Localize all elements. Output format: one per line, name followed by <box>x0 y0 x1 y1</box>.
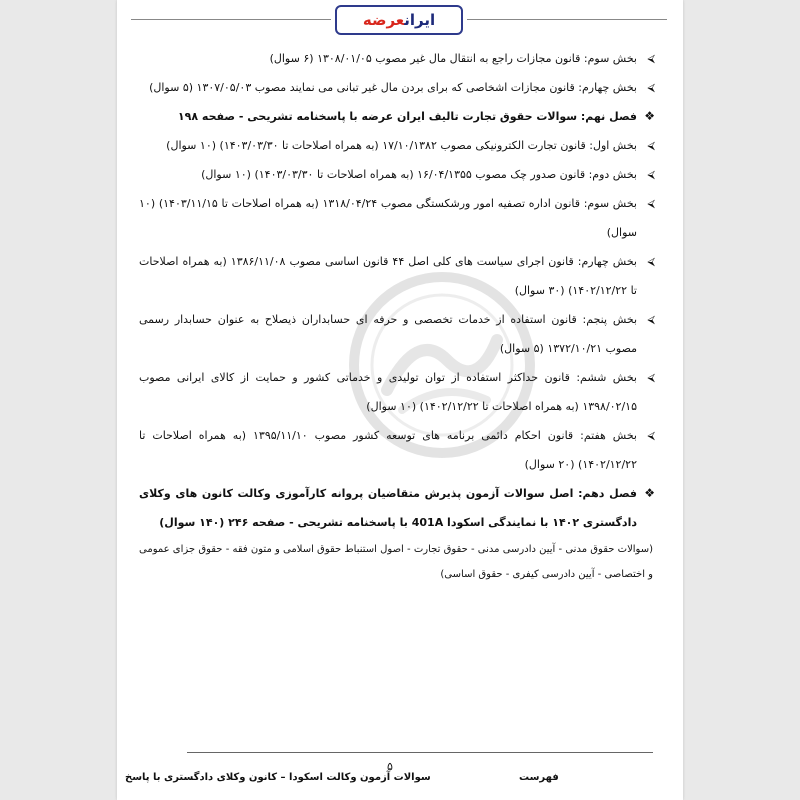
arrow-bullet-icon: ⮘ <box>647 371 655 384</box>
toc-section <box>139 131 655 160</box>
diamond-bullet-icon: ❖ <box>644 486 655 500</box>
toc-content <box>139 44 655 587</box>
toc-section <box>139 247 655 305</box>
arrow-bullet-icon: ⮘ <box>647 52 655 65</box>
arrow-bullet-icon: ⮘ <box>647 197 655 210</box>
toc-entry-text: بخش پنجم: قانون استفاده از خدمات تخصصی و حرفه ای حسابداران ذیصلاح به عنوان حسابدار رسمی مصوب ۱۳۷۲/۱۰/۲۱ (۵ سوال) <box>139 313 637 355</box>
arrow-bullet-icon: ⮘ <box>647 255 655 268</box>
toc-entry-text: (سوالات حقوق مدنی - آیین دادرسی مدنی - حقوق تجارت - اصول استنباط حقوق اسلامی و متون فقه - حقوق جزای عمومی و اختصاصی - آیین دادرسی کیفری - حقوق اساسی) <box>139 544 653 580</box>
toc-entry-text: فصل نهم: سوالات حقوق تجارت تالیف ایران عرضه با پاسخنامه تشریحی - صفحه ۱۹۸ <box>177 110 637 123</box>
toc-entry-text: بخش سوم: قانون مجازات راجع به انتقال مال غیر مصوب ۱۳۰۸/۰۱/۰۵ (۶ سوال) <box>269 52 637 65</box>
arrow-bullet-icon: ⮘ <box>647 139 655 152</box>
header-rule-left <box>131 19 331 20</box>
toc-note <box>139 537 655 587</box>
page-number: ۵ <box>387 760 393 773</box>
toc-entry-text: بخش چهارم: قانون مجازات اشخاصی که برای بردن مال غیر تبانی می نمایند مصوب ۱۳۰۷/۰۵/۰۳ (۵ سوال) <box>149 81 637 94</box>
diamond-bullet-icon: ❖ <box>644 109 655 123</box>
toc-section <box>139 421 655 479</box>
footer-section-label: فهرست <box>519 772 559 783</box>
toc-entry-text: بخش اول: قانون تجارت الکترونیکی مصوب ۱۷/۱۰/۱۳۸۲ (به همراه اصلاحات تا ۱۴۰۳/۰۳/۳۰) (۱۰ سوال) <box>166 139 637 152</box>
header-rule-right <box>467 19 667 20</box>
logo-part2: عرضه <box>362 11 405 29</box>
toc-section <box>139 305 655 363</box>
logo-text <box>363 11 435 29</box>
footer-book-title: سوالات آزمون وکالت اسکودا – کانون وکلای دادگستری با پاسخ <box>125 772 431 783</box>
toc-chapter <box>139 479 655 537</box>
toc-section <box>139 73 655 102</box>
toc-section <box>139 44 655 73</box>
logo-part1: ایران <box>404 11 436 29</box>
toc-section <box>139 160 655 189</box>
toc-entry-text: فصل دهم: اصل سوالات آزمون پذیرش متقاضیان پروانه کارآموزی وکالت کانون های وکلای دادگستری ۱۴۰۲ با نمایندگی اسکودا 401A با پاسخنامه تشریحی - صفحه ۲۴۶ (۱۴۰ سوال) <box>139 487 637 529</box>
arrow-bullet-icon: ⮘ <box>647 168 655 181</box>
toc-section <box>139 189 655 247</box>
toc-entry-text: بخش ششم: قانون حداکثر استفاده از توان تولیدی و خدماتی کشور و حمایت از کالای ایرانی مصوب ۱۳۹۸/۰۲/۱۵ (به همراه اصلاحات تا ۱۴۰۲/۱۲/۲۲) (۱۰ سوال) <box>139 371 637 413</box>
arrow-bullet-icon: ⮘ <box>647 313 655 326</box>
toc-entry-text: بخش چهارم: قانون اجرای سیاست های کلی اصل ۴۴ قانون اساسی مصوب ۱۳۸۶/۱۱/۰۸ (به همراه اصلاحات تا ۱۴۰۲/۱۲/۲۲) (۳۰ سوال) <box>139 255 637 297</box>
toc-entry-text: بخش سوم: قانون اداره تصفیه امور ورشکستگی مصوب ۱۳۱۸/۰۴/۲۴ (به همراه اصلاحات تا ۱۴۰۳/۱۱/۱۵) (۱۰ سوال) <box>139 197 637 239</box>
toc-section <box>139 363 655 421</box>
brand-logo <box>335 5 463 35</box>
footer-rule <box>187 752 653 753</box>
document-page <box>117 0 683 800</box>
toc-chapter <box>139 102 655 131</box>
arrow-bullet-icon: ⮘ <box>647 429 655 442</box>
arrow-bullet-icon: ⮘ <box>647 81 655 94</box>
toc-entry-text: بخش هفتم: قانون احکام دائمی برنامه های توسعه کشور مصوب ۱۳۹۵/۱۱/۱۰ (به همراه اصلاحات تا ۱۴۰۲/۱۲/۲۲) (۲۰ سوال) <box>139 429 637 471</box>
toc-entry-text: بخش دوم: قانون صدور چک مصوب ۱۶/۰۴/۱۳۵۵ (به همراه اصلاحات تا ۱۴۰۳/۰۳/۳۰) (۱۰ سوال) <box>201 168 637 181</box>
